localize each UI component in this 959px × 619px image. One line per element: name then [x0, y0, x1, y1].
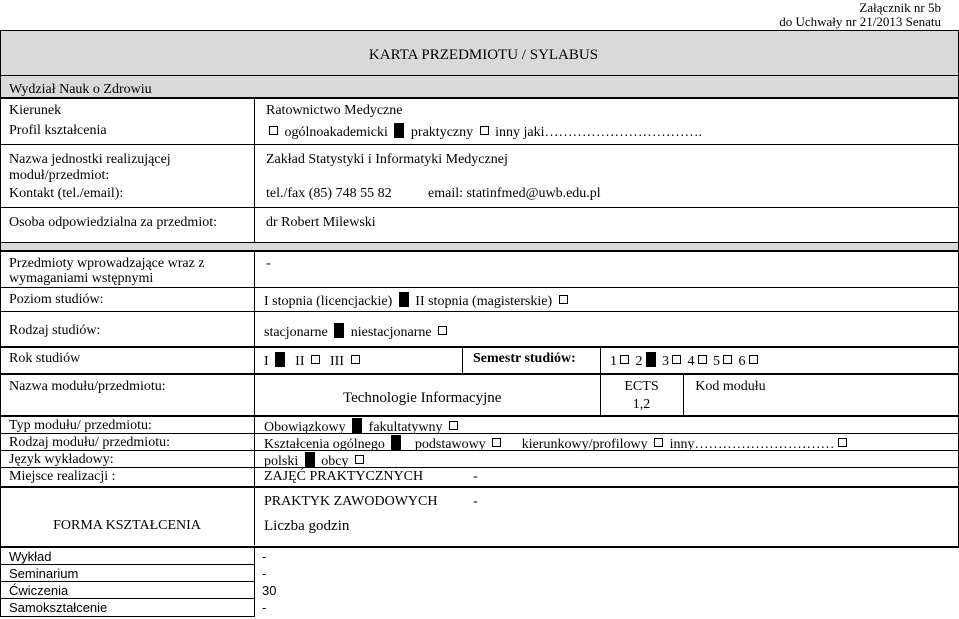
checkbox-fakultatywny[interactable]: [449, 421, 458, 430]
miejsce-zp: ZAJĘĆ PRAKTYCZNYCH: [264, 469, 424, 484]
forms-header: [0, 486, 959, 547]
rodzaj-studiow-options: stacjonarne niestacjonarne: [264, 323, 450, 341]
form-row-name: Wykład: [9, 549, 52, 564]
checkbox-kierunkowy[interactable]: [654, 438, 663, 447]
form-row-name: Samokształcenie: [9, 600, 108, 615]
rok-label: Rok studiów: [9, 351, 81, 366]
kod-label: Kod modułu: [695, 379, 766, 394]
faculty-name: Wydział Nauk o Zdrowiu: [9, 82, 152, 97]
form-row-name: Ćwiczenia: [9, 583, 69, 598]
checkbox-rok-ii[interactable]: [311, 355, 320, 364]
checkbox-rok-i-checked[interactable]: [275, 352, 285, 367]
form-row-hours: -: [262, 600, 267, 615]
checkbox-sem-1[interactable]: [620, 355, 629, 364]
miejsce-label: Miejsce realizacji :: [9, 469, 116, 484]
rodzaj-studiow-label: Rodzaj studiów:: [9, 323, 101, 338]
semestr-label: Semestr studiów:: [473, 351, 576, 366]
ects-label: ECTS: [624, 379, 659, 394]
miejsce-pz-value: -: [473, 494, 478, 509]
form-row-hours: 30: [262, 583, 277, 598]
typ-label: Typ modułu/ przedmiotu:: [9, 418, 152, 433]
checkbox-sem-3[interactable]: [672, 355, 681, 364]
checkbox-sem-4[interactable]: [698, 355, 707, 364]
prereq-value: -: [266, 256, 271, 271]
checkbox-praktyczny-checked[interactable]: [394, 123, 404, 138]
jezyk-label: Język wykładowy:: [9, 452, 114, 467]
rodzaj-modulu-options: Kształcenia ogólnego podstawowy kierunkowy/profilowy inny…………………………: [264, 435, 850, 453]
checkbox-inny-rodzaj[interactable]: [838, 438, 847, 447]
kierunek-value: Ratownictwo Medyczne: [266, 103, 403, 118]
jednostka-label-1: Nazwa jednostki realizującej: [9, 152, 171, 167]
prereq-label-2: wymaganiami wstępnymi: [9, 271, 154, 286]
typ-options: Obowiązkowy fakultatywny: [264, 418, 461, 436]
checkbox-polski-checked[interactable]: [305, 452, 315, 467]
miejsce-pz: PRAKTYK ZAWODOWYCH: [264, 494, 438, 509]
page-title: KARTA PRZEDMIOTU / SYLABUS: [368, 47, 599, 63]
checkbox-ksztalcenia-ogolnego-checked[interactable]: [391, 435, 401, 450]
checkbox-sem-2-checked[interactable]: [646, 352, 656, 367]
annex-line-2: do Uchwały nr 21/2013 Senatu: [779, 14, 941, 29]
module-name-label: Nazwa modułu/przedmiotu:: [9, 379, 166, 394]
kontakt-tel: tel./fax (85) 748 55 82: [266, 186, 392, 201]
poziom-options: I stopnia (licencjackie) II stopnia (magisterskie): [264, 292, 571, 310]
rok-options: I II III: [264, 352, 363, 370]
kontakt-label: Kontakt (tel./email):: [9, 186, 124, 201]
ects-value: 1,2: [632, 397, 651, 412]
form-row-hours: -: [262, 566, 267, 581]
jednostka-value: Zakład Statystyki i Informatyki Medycznej: [266, 152, 508, 167]
prereq-label-1: Przedmioty wprowadzające wraz z: [9, 256, 205, 271]
checkbox-stacjonarne-checked[interactable]: [334, 323, 344, 338]
module-name-value: Technologie Informacyjne: [343, 390, 502, 406]
rodzaj-modulu-label: Rodzaj modułu/ przedmiotu:: [9, 435, 170, 450]
checkbox-podstawowy[interactable]: [492, 438, 501, 447]
liczba-godzin-header: Liczba godzin: [264, 518, 350, 534]
form-row-hours: -: [262, 549, 267, 564]
kontakt-email: email: statinfmed@uwb.edu.pl: [428, 186, 601, 201]
jezyk-options: polski obcy: [264, 452, 367, 470]
jednostka-label-2: moduł/przedmiot:: [9, 168, 110, 183]
osoba-label: Osoba odpowiedzialna za przedmiot:: [9, 215, 217, 230]
profil-options: ogólnoakademicki praktyczny inny jaki…………………………….: [266, 123, 702, 141]
checkbox-niestacjonarne[interactable]: [438, 326, 447, 335]
checkbox-rok-iii[interactable]: [351, 355, 360, 364]
checkbox-ii-stopnia[interactable]: [559, 295, 568, 304]
checkbox-ogolnoakademicki[interactable]: [269, 126, 278, 135]
poziom-label: Poziom studiów:: [9, 292, 104, 307]
semestr-options: 1 2 3 4 5 6: [610, 352, 761, 370]
forma-header: FORMA KSZTAŁCENIA: [53, 518, 201, 533]
checkbox-i-stopnia-checked[interactable]: [399, 292, 409, 307]
checkbox-obowiazkowy-checked[interactable]: [352, 418, 362, 433]
checkbox-inny[interactable]: [480, 126, 489, 135]
checkbox-sem-6[interactable]: [749, 355, 758, 364]
form-row-name: Seminarium: [9, 566, 79, 581]
profil-label: Profil kształcenia: [9, 123, 107, 138]
annex-line-1: Załącznik nr 5b: [859, 0, 941, 15]
kierunek-label: Kierunek: [9, 103, 62, 118]
miejsce-zp-value: -: [473, 469, 478, 484]
osoba-value: dr Robert Milewski: [266, 215, 376, 230]
checkbox-sem-5[interactable]: [723, 355, 732, 364]
checkbox-obcy[interactable]: [355, 455, 364, 464]
